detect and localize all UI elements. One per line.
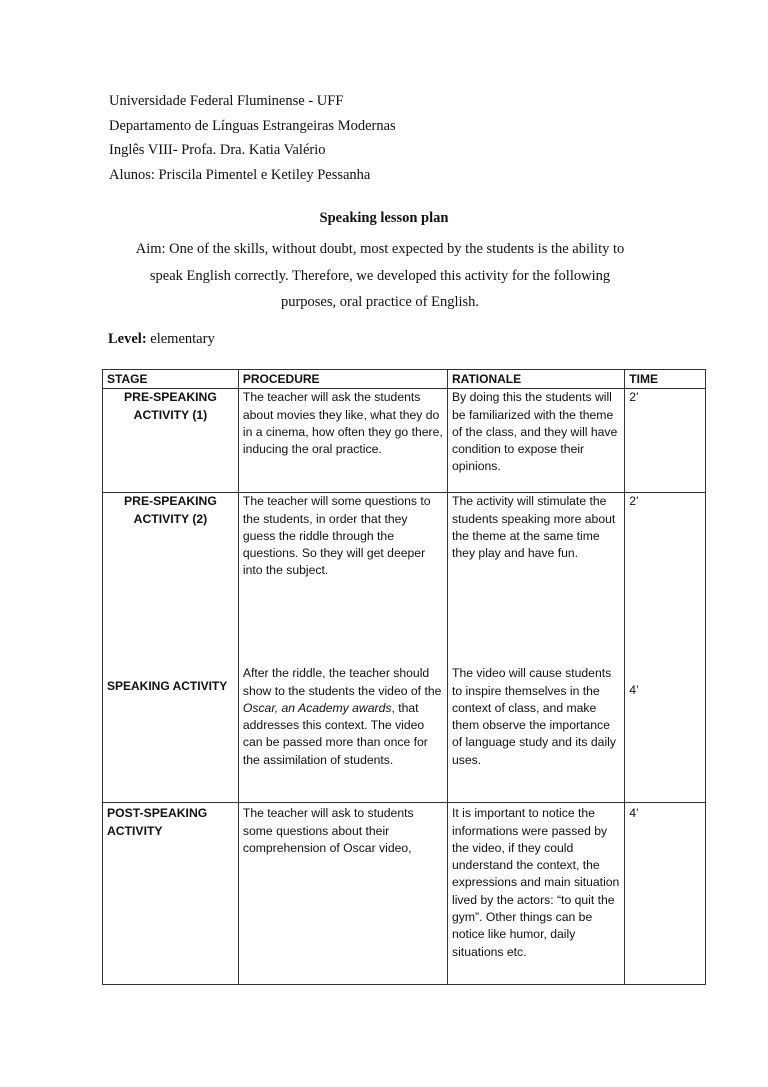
procedure-cell: The teacher will ask to students some questions about their comprehension of Oscar video, bbox=[238, 803, 447, 985]
document-header bbox=[109, 89, 396, 187]
header-rationale: RATIONALE bbox=[448, 370, 625, 389]
aim-line-2: speak English correctly. Therefore, we developed this activity for the following bbox=[149, 267, 611, 284]
aim-line-3: purposes, oral practice of English. bbox=[280, 294, 480, 310]
aim-line-1: Aim: One of the skills, without doubt, most expected by the students is the ability to bbox=[135, 241, 625, 257]
university-line: Universidade Federal Fluminense - UFF bbox=[109, 93, 344, 109]
table-row bbox=[103, 389, 706, 493]
time-value: 4’ bbox=[629, 683, 639, 698]
students-line: Alunos: Priscila Pimentel e Ketiley Pessanha bbox=[109, 166, 371, 183]
table-header-row bbox=[103, 370, 706, 389]
time-cell: 2’ bbox=[625, 389, 706, 493]
department-line: Departamento de Línguas Estrangeiras Modernas bbox=[109, 117, 396, 134]
level-value: elementary bbox=[150, 331, 215, 347]
stage-label-line-2: ACTIVITY bbox=[107, 823, 163, 838]
table-row bbox=[103, 493, 706, 803]
procedure-cell bbox=[238, 493, 447, 803]
aim-paragraph bbox=[100, 236, 660, 316]
stage-label-line-2: ACTIVITY (2) bbox=[133, 511, 208, 526]
stage-label: SPEAKING ACTIVITY bbox=[107, 679, 228, 694]
stage-label-line-2: ACTIVITY (1) bbox=[133, 407, 208, 422]
header-procedure: PROCEDURE bbox=[238, 370, 447, 389]
time-cell: 4’ bbox=[625, 803, 706, 985]
table-row bbox=[103, 803, 706, 985]
stage-label-line-1: PRE-SPEAKING bbox=[124, 390, 217, 405]
header-time: TIME bbox=[625, 370, 706, 389]
level-line bbox=[108, 331, 215, 348]
procedure-text: The teacher will some questions to the students, in order that they guess the riddle through the questions. So they will get deeper into the subject. bbox=[242, 494, 431, 578]
stage-label-line-1: POST-SPEAKING bbox=[107, 806, 208, 821]
course-line: Inglês VIII- Profa. Dra. Katia Valério bbox=[109, 142, 326, 158]
time-value: 2’ bbox=[629, 494, 639, 509]
rationale-cell: It is important to notice the informations were passed by the video, if they could understand the context, the expressions and main situation lived by the actors: “to quit the gym”. Other things can be notice like humor, daily situations etc. bbox=[448, 803, 625, 985]
header-stage: STAGE bbox=[103, 370, 239, 389]
rationale-text: The activity will stimulate the students speaking more about the theme at the same time they play and have fun. bbox=[452, 494, 616, 561]
rationale-text: The video will cause students to inspire themselves in the context of class, and make them observe the importance of language study and its daily uses. bbox=[452, 666, 616, 767]
document-title: Speaking lesson plan bbox=[319, 210, 449, 226]
level-label: Level: bbox=[108, 331, 147, 347]
time-cell bbox=[625, 493, 706, 803]
lesson-plan-table bbox=[102, 369, 706, 985]
rationale-cell bbox=[448, 493, 625, 803]
stage-cell bbox=[103, 803, 239, 985]
stage-cell bbox=[103, 493, 239, 803]
stage-cell bbox=[103, 389, 239, 493]
stage-label-line-1: PRE-SPEAKING bbox=[124, 494, 217, 509]
rationale-cell: By doing this the students will be familiarized with the theme of the class, and they will have condition to expose their opinions. bbox=[448, 389, 625, 493]
procedure-cell: The teacher will ask the students about movies they like, what they do in a cinema, how often they go there, inducing the oral practice. bbox=[238, 389, 447, 493]
procedure-text: After the riddle, the teacher should show to the students the video of the Oscar, an Academy awards, that addresses this context. The video can be passed more than once for the assimilation of students. bbox=[242, 666, 442, 767]
